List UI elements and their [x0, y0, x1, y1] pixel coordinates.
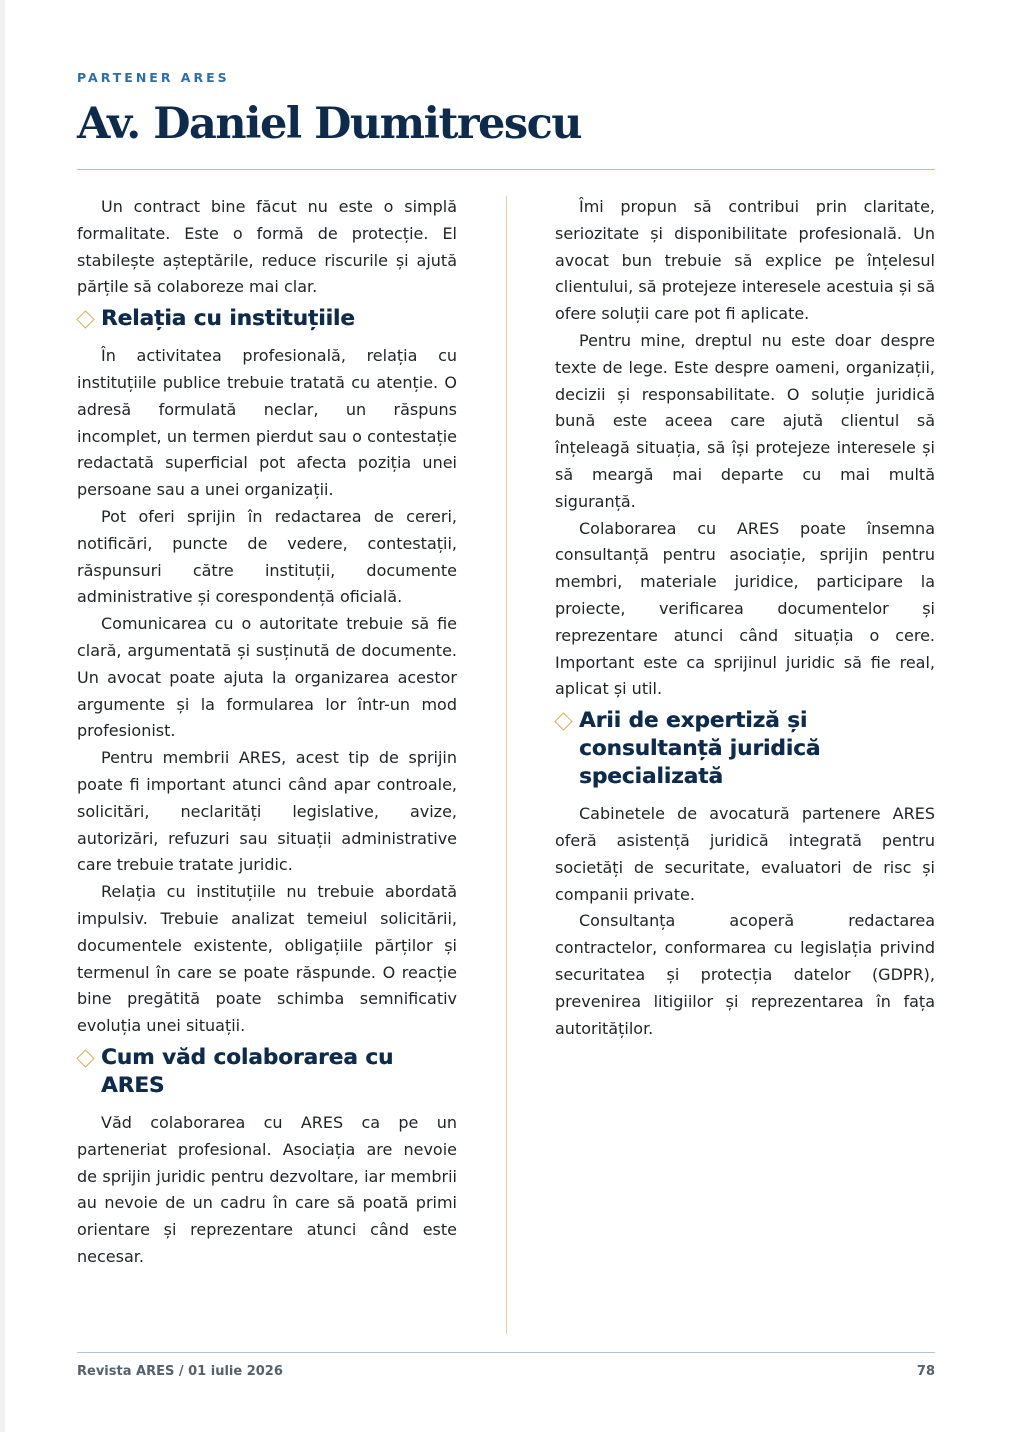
footer-publication: Revista ARES / 01 iulie 2026	[77, 1364, 283, 1379]
intro-paragraph: Un contract bine făcut nu este o simplă formalitate. Este o formă de protecție. El stabilește așteptările, reduce riscurile și ajută părțile să colaboreze mai clar.	[77, 197, 457, 297]
body-paragraph: Pot oferi sprijin în redactarea de cereri, notificări, puncte de vedere, contestații, răspunsuri către instituții, documente administrative și corespondență oficială.	[77, 506, 457, 607]
section-heading-expertise	[555, 707, 935, 791]
section-heading-text: Relația cu instituțiile	[101, 306, 355, 332]
left-column	[77, 194, 457, 1271]
right-column	[555, 194, 935, 1042]
page-title: Av. Daniel Dumitrescu	[77, 99, 582, 149]
body-paragraph: Cabinetele de avocatură partenere ARES oferă asistență juridică integrată pentru societăți de securitate, evaluatori de risc și companii private.	[555, 804, 935, 904]
section-heading-institutions	[77, 305, 457, 333]
section-heading-text: Arii de expertiză și consultanță juridică specializată	[579, 708, 821, 790]
column-divider	[506, 196, 507, 1334]
body-paragraph: Consultanța acoperă redactarea contractelor, conformarea cu legislația privind securitatea și protecția datelor (GDPR), prevenirea litigiilor și reprezentarea în fața autorităților.	[555, 911, 935, 1038]
diamond-outline-icon	[76, 1049, 94, 1067]
section-kicker: PARTENER ARES	[77, 70, 230, 85]
footer-page-number: 78	[916, 1364, 935, 1379]
body-paragraph: Relația cu instituțiile nu trebuie abordată impulsiv. Trebuie analizat temeiul solicitării, documentele existente, obligațiile părților și termenul în care se poate răspunde. O reacție bine pregătită poate schimba semnificativ evoluția unei situații.	[77, 882, 457, 1036]
body-paragraph: Comunicarea cu o autoritate trebuie să fie clară, argumentată și susținută de documente. Un avocat poate ajuta la organizarea acestor argumente și la formularea lor într-un mod profesionist.	[77, 614, 457, 741]
footer-divider	[77, 1352, 935, 1353]
section-heading-collaboration	[77, 1044, 457, 1100]
body-paragraph: Pentru mine, dreptul nu este doar despre texte de lege. Este despre oameni, organizații, decizii și responsabilitate. O soluție juridică bună este aceea care ajută clientul să înțeleagă situația, să își protejeze interesele și să meargă mai departe cu mai multă siguranță.	[555, 330, 935, 511]
body-paragraph: Pentru membrii ARES, acest tip de sprijin poate fi important atunci când apar controale, solicitări, neclarități legislative, avize, autorizări, refuzuri sau situații administrative care trebuie tratate juridic.	[77, 748, 457, 875]
body-paragraph: În activitatea profesională, relația cu instituțiile publice trebuie tratată cu atenție. O adresă formulată neclar, un răspuns incomplet, un termen pierdut sau o contestație redactată superficial pot afecta poziția unei persoane sau a unei organizații.	[77, 346, 457, 500]
diamond-outline-icon	[554, 712, 572, 730]
page-edge	[0, 0, 5, 1432]
body-paragraph: Colaborarea cu ARES poate însemna consultanță pentru asociație, sprijin pentru membri, materiale juridice, participare la proiecte, verificarea documentelor și reprezentare atunci când situația o cere. Important este ca sprijinul juridic să fie real, aplicat și util.	[555, 518, 935, 699]
body-paragraph: Văd colaborarea cu ARES ca pe un parteneriat profesional. Asociația are nevoie de sprijin juridic pentru dezvoltare, iar membrii au nevoie de un cadru în care să poată primi orientare și reprezentare atunci când este necesar.	[77, 1112, 457, 1266]
diamond-outline-icon	[76, 310, 94, 328]
title-divider	[77, 169, 935, 170]
section-heading-text: Cum văd colaborarea cu ARES	[101, 1044, 394, 1098]
body-paragraph: Îmi propun să contribui prin claritate, seriozitate și disponibilitate profesională. Un avocat bun trebuie să explice pe înțelesul clientului, să protejeze interesele acestuia și să ofere soluții care pot fi aplicate.	[555, 197, 935, 324]
